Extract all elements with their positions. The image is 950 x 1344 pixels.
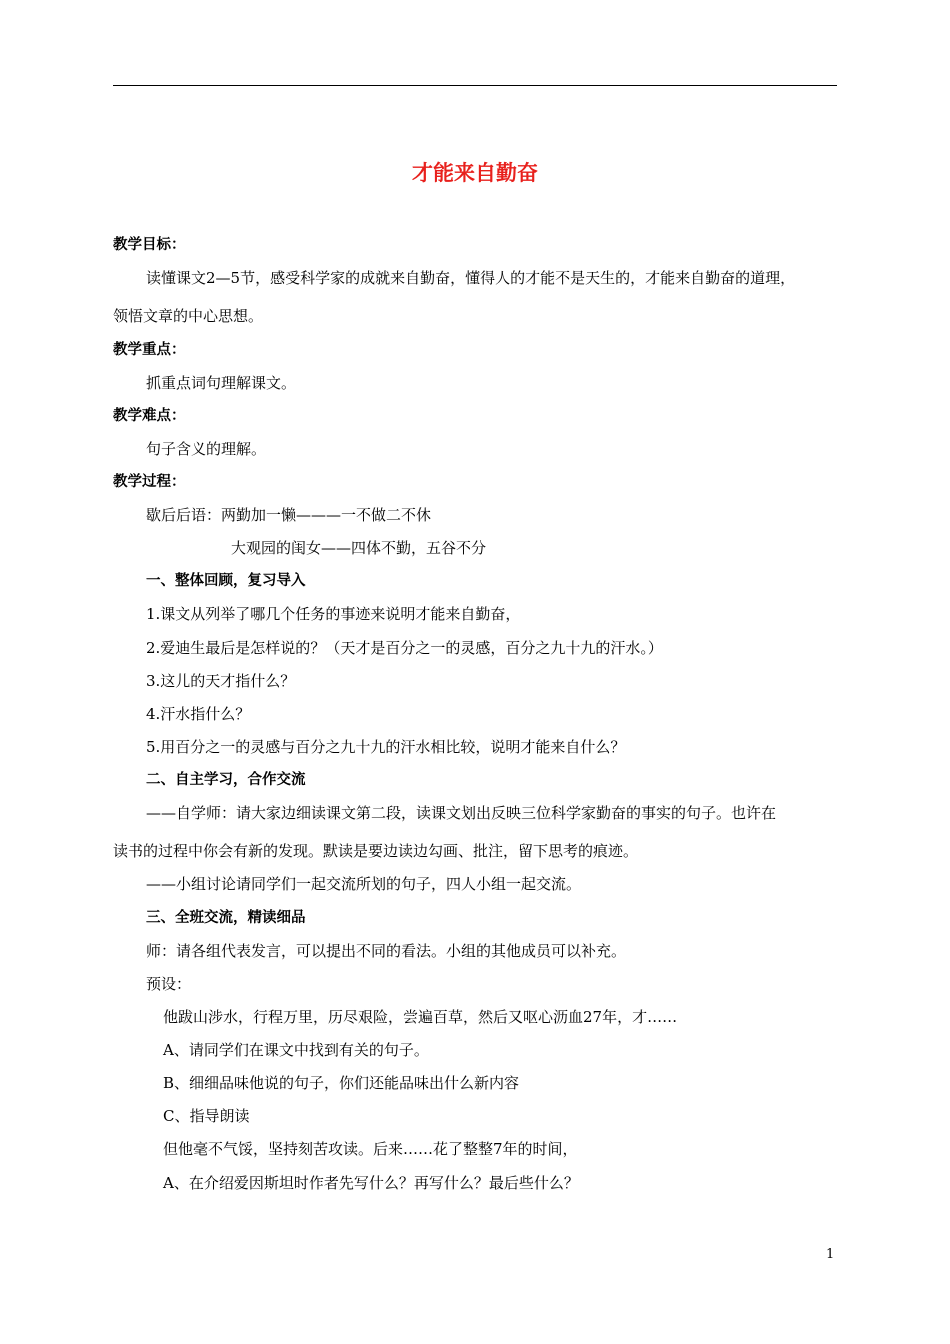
paragraph-line: ——自学师：请大家边细读课文第二段，读课文划出反映三位科学家勤奋的事实的句子。也许在 <box>146 804 777 822</box>
list-item: 1.课文从列举了哪几个任务的事迹来说明才能来自勤奋， <box>146 605 521 623</box>
paragraph-line: 领悟文章的中心思想。 <box>113 307 264 325</box>
list-item: 5.用百分之一的灵感与百分之九十九的汗水相比较，说明才能来自什么？ <box>146 738 626 756</box>
paragraph-line: 师：请各组代表发言，可以提出不同的看法。小组的其他成员可以补充。 <box>146 942 627 960</box>
paragraph-line: 读懂课文2—5节，感受科学家的成就来自勤奋，懂得人的才能不是天生的，才能来自勤奋的道理， <box>146 269 796 287</box>
list-item: 3.这儿的天才指什么？ <box>146 672 296 690</box>
page-number: 1 <box>826 1247 835 1262</box>
subsection-heading-2: 二、自主学习，合作交流 <box>146 772 306 788</box>
document-title: 才能来自勤奋 <box>412 161 538 185</box>
list-item: 2.爱迪生最后是怎样说的？（天才是百分之一的灵感，百分之九十九的汗水。） <box>146 639 663 657</box>
paragraph-line: 抓重点词句理解课文。 <box>146 374 297 392</box>
paragraph-line: 他跋山涉水，行程万里，历尽艰险，尝遍百草，然后又呕心沥血27年，才…… <box>163 1008 678 1026</box>
header-rule <box>113 85 837 86</box>
list-item: A、请同学们在课文中找到有关的句子。 <box>163 1041 429 1059</box>
subsection-heading-1: 一、整体回顾，复习导入 <box>146 573 306 589</box>
section-heading-key-points: 教学重点： <box>113 342 186 358</box>
paragraph-line: 句子含义的理解。 <box>146 440 267 458</box>
list-item: C、指导朗读 <box>163 1107 250 1125</box>
paragraph-line: 歇后后语：两勤加一懒———一不做二不休 <box>146 506 432 524</box>
list-item: B、细细品味他说的句子，你们还能品味出什么新内容 <box>163 1074 520 1092</box>
paragraph-line: ——小组讨论请同学们一起交流所划的句子，四人小组一起交流。 <box>146 875 582 893</box>
paragraph-line: 但他毫不气馁，坚持刻苦攻读。后来……花了整整7年的时间， <box>163 1140 578 1158</box>
subsection-heading-3: 三、全班交流，精读细品 <box>146 910 306 926</box>
paragraph-line: 读书的过程中你会有新的发现。默读是要边读边勾画、批注，留下思考的痕迹。 <box>113 842 639 860</box>
paragraph-line: 预设： <box>146 975 192 993</box>
section-heading-difficulties: 教学难点： <box>113 408 186 424</box>
section-heading-process: 教学过程： <box>113 474 186 490</box>
paragraph-line: 大观园的闺女——四体不勤，五谷不分 <box>231 539 487 557</box>
section-heading-objectives: 教学目标： <box>113 237 186 253</box>
list-item: 4.汗水指什么？ <box>146 705 251 723</box>
list-item: A、在介绍爱因斯坦时作者先写什么？再写什么？最后些什么？ <box>163 1174 579 1192</box>
